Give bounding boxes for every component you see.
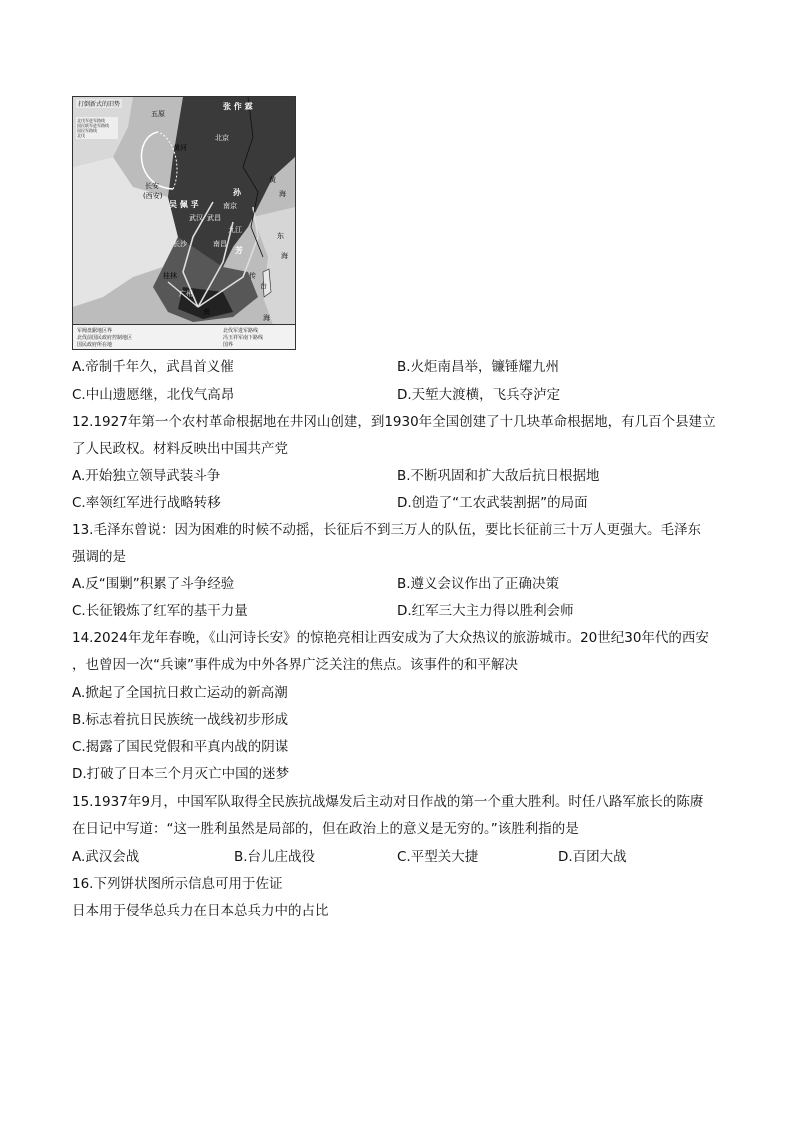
q13-option-a: A.反“围剿”积累了斗争经验 [72,576,235,592]
q14-option-d: D.打破了日本三个月灭亡中国的迷梦 [72,766,290,782]
legend-top-item: 国民军路线 [77,128,97,133]
q15-stem-line-1: 15.1937年9月，中国军队取得全民族抗战爆发后主动对日作战的第一个重大胜利。时任八路军旅长的陈赓 [72,794,704,810]
label-hai-2: 海 [281,252,288,260]
label-hai-1: 海 [279,190,286,198]
label-huanghe: 黄河 [173,144,187,152]
q14-stem-line-2: ，也曾因一次“兵谏”事件成为中外各界广泛关注的焦点。该事件的和平解决 [72,657,518,673]
label-wuchang: 武昌 [207,214,221,222]
q12-option-d: D.创造了“工农武装割据”的局面 [397,495,588,511]
q11-option-c: C.中山遗愿继，北伐气高昂 [72,387,235,403]
q16-chart-caption: 日本用于侵华总兵力在日本总兵力中的占比 [72,903,329,919]
label-zhang-zuolin: 张 作 霖 [223,102,253,111]
legend-item-f: 国界 [223,342,234,348]
label-wu-peifu: 吴 佩 孚 [169,200,199,209]
legend-item-c: 国民政府所在地 [77,342,113,348]
label-nanchang: 南昌 [213,240,227,248]
q13-option-d: D.红军三大主力得以胜利会师 [397,603,574,619]
label-wuyuan: 五原 [151,110,165,118]
q11-option-d: D.天堑大渡横，飞兵夺泸定 [397,387,561,403]
q12-stem-line-1: 12.1927年第一个农村革命根据地在井冈山创建，到1930年全国创建了十几块革命根据地，有几百个县建立 [72,414,716,430]
label-wuhan: 武汉 [189,214,203,222]
q13-option-b: B.遵义会议作出了正确决策 [397,576,560,592]
q15-option-a: A.武汉会战 [72,849,140,865]
q14-stem-line-1: 14.2024年龙年春晚，《山河诗长安》的惊艳亮相让西安成为了大众热议的旅游城市。20世纪30年代的西安 [72,630,709,646]
q15-option-c: C.平型关大捷 [397,849,479,865]
q11-option-b: B.火炬南昌举，镰锤耀九州 [397,359,560,375]
legend-item-a: 军阀盘踞地区界 [77,328,113,334]
label-chuan: 传 [249,272,256,280]
label-hai-3: 海 [263,314,270,322]
q15-option-d: D.百团大战 [558,849,627,865]
label-xian: (西安) [143,192,163,200]
q12-option-a: A.开始独立领导武装斗争 [72,468,221,484]
q14-option-a: A.掀起了全国抗日救亡运动的新高潮 [72,685,288,701]
label-dong: 东 [277,232,284,240]
q12-stem-line-2: 了人民政权。材料反映出中国共产党 [72,441,288,457]
label-guilin: 桂林 [163,272,177,280]
map-legend-bottom [73,324,295,349]
legend-top-item: 北伐 [77,133,85,138]
label-nan: 南 [203,308,210,316]
q16-stem: 16.下列饼状图所示信息可用于佐证 [72,876,283,892]
label-nanjing: 南京 [223,202,237,210]
legend-top-item: 国民联军进军路线 [77,123,109,128]
label-beijing: 北京 [215,134,229,142]
q15-stem-line-2: 在日记中写道：“这一胜利虽然是局部的，但在政治上的意义是无穷的。”该胜利指的是 [72,821,579,837]
map-title: 打倒新式的旧势 [78,101,121,108]
q14-option-c: C.揭露了国民党假和平真内战的阴谋 [72,739,289,755]
q14-option-b: B.标志着抗日民族统一战线初步形成 [72,712,289,728]
label-guangzhou: 广州 [179,290,193,298]
northern-expedition-map [72,96,296,350]
q13-stem-line-2: 强调的是 [72,549,126,565]
legend-item-b: 北伐前国民政府控制地区 [77,335,133,341]
q15-option-b: B.台儿庄战役 [234,849,316,865]
q13-stem-line-1: 13.毛泽东曾说：因为困难的时候不动摇，长征后不到三万人的队伍，要比长征前三十万人更强大。毛泽东 [72,522,701,538]
label-jiujiang: 九江 [228,226,242,234]
label-changsha: 长沙 [173,240,187,248]
q11-option-a: A.帝制千年久，武昌首义催 [72,359,234,375]
legend-item-e: 冯玉祥军南下路线 [223,335,264,341]
q13-option-c: C.长征锻炼了红军的基干力量 [72,603,248,619]
map-legend-top [76,117,118,139]
label-huanghai: 黄 [269,176,276,184]
label-fang: 芳 [235,246,243,255]
legend-top-item: 北伐军进军路线 [77,118,105,123]
label-sun: 孙 [233,188,241,197]
legend-item-d: 北伐军进军路线 [223,328,259,334]
label-changan: 长安 [145,182,159,190]
q12-option-b: B.不断巩固和扩大敌后抗日根据地 [397,468,600,484]
label-tai: 台 [260,282,267,290]
q12-option-c: C.率领红军进行战略转移 [72,495,221,511]
